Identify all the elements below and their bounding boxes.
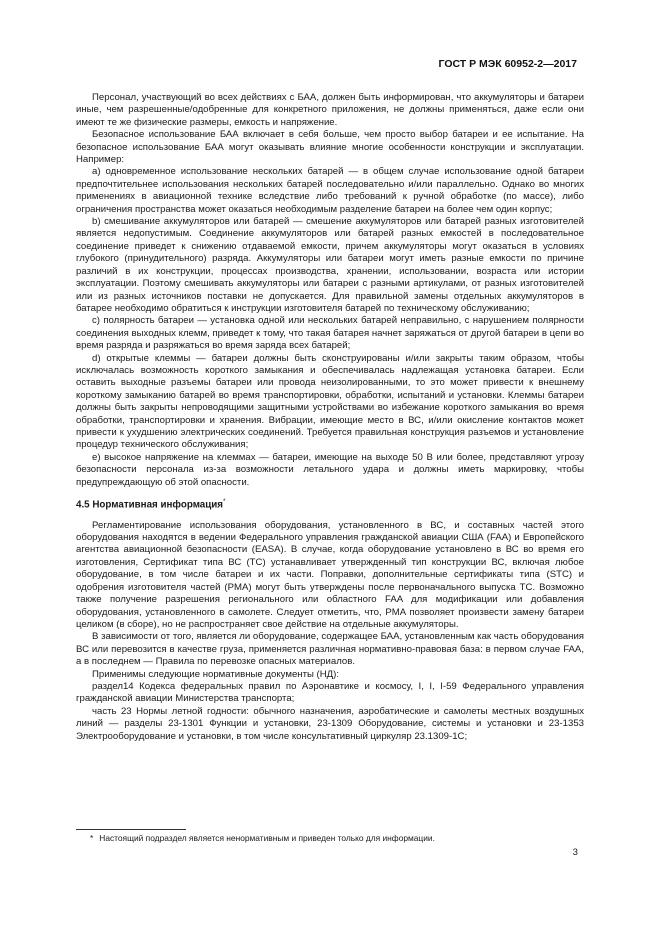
list-item-d: d) открытые клеммы — батареи должны быть сконструированы и/или закрыты таким образом, чтобы исключалась возможность короткого замыкания и обеспечивалась надлежащая установка батареи. Если оставить выходные разъемы батареи или провода неизолированными, то это может привести к внешнему короткому замыканию батарей во время транспортировки, обработки, испытаний и установки. Клеммы батареи должны быть закрыты непроводящими защитными устройствами во избежание короткого замыкания во время обработки, транспортировки и хранения. Вибрации, имеющие место в ВС, и/или окисление контактов может привести к ухудшению электрических соединений. Требуется правильная конструкция разъемов и установление процедур технического обслуживания;: [76, 352, 584, 451]
paragraph: часть 23 Нормы летной годности: обычного назначения, аэробатические и самолеты местных воздушных линий — разделы 23-1301 Функции и установки, 23-1309 Оборудование, системы и установки и 23-1353 Электрооборудование и установки, в том числе консультативный циркуляр 23.1309-1С;: [76, 705, 584, 742]
footnote-text: Настоящий подраздел является ненормативным и приведен только для информации.: [99, 833, 435, 843]
footnote-marker: *: [90, 833, 94, 843]
section-heading: [76, 496, 584, 512]
list-item-b: b) смешивание аккумуляторов или батарей — смешение аккумуляторов или батарей разных изготовителей является недопустимым. Соединение аккумуляторов или батарей разных емкостей в последовательное соединение приведет к снижению отдаваемой емкости, причем аккумуляторы могут оказаться в условиях глубокого (принудительного) разряда. Аккумуляторы или батареи могут иметь разные емкости по причине различий в их конструкции, процессах производства, хранении, использовании, возраста или истории эксплуатации. Поэтому смешивать аккумуляторы или батареи с разными артикулами, от разных изготовителей или из разных источников поставки не допускается. Для правильной замены отдельных аккумуляторов в батарее необходимо обратиться к инструкции изготовителя батарей по техническому обслуживанию;: [76, 216, 584, 314]
paragraph: Регламентирование использования оборудования, установленного в ВС, и составных частей этого оборудования находятся в ведении Федерального управления гражданской авиации США (FAA) и Европейского агентства авиационной безопасности (EASA). В случае, когда оборудование установлено в ВС во время его изготовления, Сертификат типа ВС (ТС) устанавливает утвержденный тип конструкции ВС, включая любое оборудование, в том числе батареи и их части. Поправки, дополнительные сертификаты типа (STC) и одобрения изготовителя частей (PMA) могут быть утверждены после первоначального выпуска ТС. Возможно также получение разрешения регионального или областного FAA для модификации или добавления оборудования, установленного в самолете. Следует отметить, что, PMA позволяет произвести замену батареи целиком (в сборе), но не распространяет свое действие на отдельные аккумуляторы.: [76, 519, 584, 630]
footnote-divider: [76, 829, 186, 830]
main-text: [76, 92, 584, 743]
list-item-e: е) высокое напряжение на клеммах — батареи, имеющие на выходе 50 В или более, представляют угрозу безопасности персонала из-за возможности летального удара и должны иметь маркировку, чтобы предупреждающую об этой опасности.: [76, 451, 584, 488]
page-number: 3: [572, 847, 578, 858]
paragraph: Безопасное использование БАА включает в себя больше, чем просто выбор батареи и ее испытание. На безопасное использование БАА могут оказывать влияние многие особенности конструкции и эксплуатации. Например:: [76, 129, 584, 166]
footnote-reference: *: [223, 498, 226, 505]
paragraph: Применимы следующие нормативные документы (НД):: [92, 668, 340, 680]
paragraph: раздел14 Кодекса федеральных правил по Аэронавтике и космосу, I, I, I-59 Федерального управления гражданской авиации Министерства транспорта;: [76, 680, 584, 705]
standard-header: ГОСТ Р МЭК 60952-2—2017: [438, 58, 577, 70]
paragraph: Персонал, участвующий во всех действиях с БАА, должен быть информирован, что аккумуляторы и батареи иные, чем разрешенные/одобренные для конкретного приложения, не должны применяться, даже если они имеют те же физические размеры, емкость и напряжение.: [76, 92, 584, 128]
paragraph: В зависимости от того, является ли оборудование, содержащее БАА, установленным как часть оборудования ВС или перевозится в качестве груза, применяется различная нормативно-правовая база: в первом случае FAA, а в последнем — Правила по перевозке опасных материалов.: [76, 631, 584, 668]
list-item-a: а) одновременное использование нескольких батарей — в общем случае использование одной батареи предпочтительнее использования нескольких батарей последовательно и/или параллельно. Однако во многих применениях в авиационной технике вследствие либо требований к ручной обработке (по массе), либо ограничения пространства может оказаться необходимым разделение батареи на более чем один корпус;: [76, 166, 584, 215]
footnote: [90, 833, 580, 844]
section-heading-text: 4.5 Нормативная информация: [76, 499, 224, 511]
list-item-c: с) полярность батареи — установка одной или нескольких батарей неправильно, с нарушением полярности соединения выходных клемм, приведет к тому, что такая батарея начнет заряжаться от другой батареи в цепи во время разряда и разряжаться во время заряда всех батарей;: [76, 315, 584, 352]
